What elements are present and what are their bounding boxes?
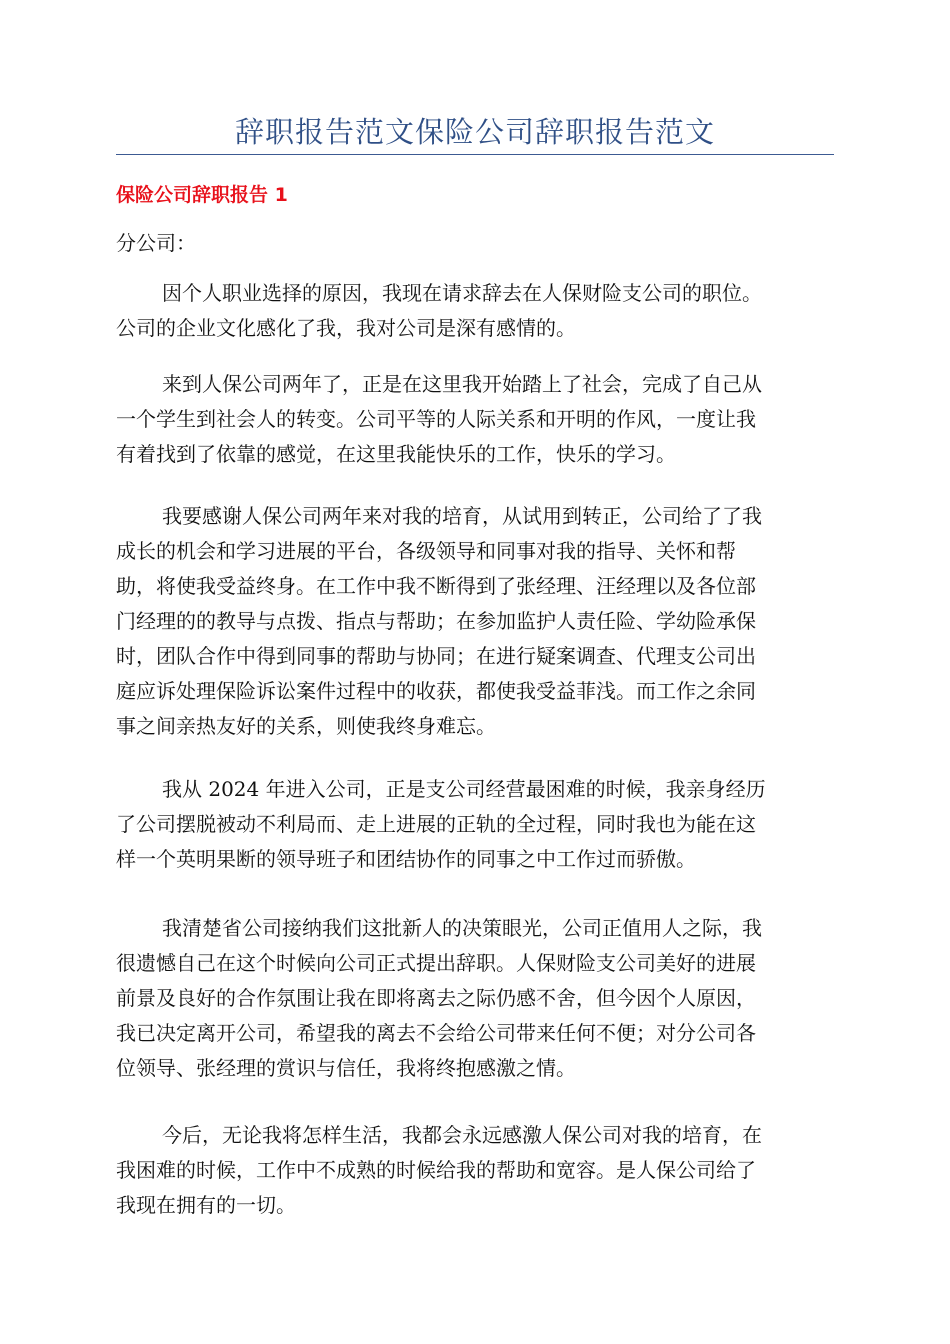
paragraph-line: 事之间亲热友好的关系，则使我终身难忘。 [116, 714, 496, 738]
paragraph-6 [116, 1118, 836, 1223]
paragraph-line: 我现在拥有的一切。 [116, 1193, 296, 1217]
paragraph-1 [116, 276, 836, 346]
paragraph-line: 我已决定离开公司，希望我的离去不会给公司带来任何不便；对分公司各 [116, 1021, 756, 1045]
paragraph-line: 今后，无论我将怎样生活，我都会永远感激人保公司对我的培育，在 [162, 1123, 762, 1147]
paragraph-line: 有着找到了依靠的感觉，在这里我能快乐的工作，快乐的学习。 [116, 442, 676, 466]
paragraph-line: 样一个英明果断的领导班子和团结协作的同事之中工作过而骄傲。 [116, 847, 696, 871]
paragraph-line: 成长的机会和学习进展的平台，各级领导和同事对我的指导、关怀和帮 [116, 539, 736, 563]
paragraph-line: 公司的企业文化感化了我，我对公司是深有感情的。 [116, 316, 576, 340]
title-underline [116, 154, 834, 155]
document-title: 辞职报告范文保险公司辞职报告范文 [234, 115, 715, 149]
paragraph-line: 了公司摆脱被动不利局而、走上进展的正轨的全过程，同时我也为能在这 [116, 812, 756, 836]
paragraph-line: 门经理的的教导与点拨、指点与帮助；在参加监护人责任险、学幼险承保 [116, 609, 756, 633]
paragraph-line: 很遗憾自己在这个时候向公司正式提出辞职。人保财险支公司美好的进展 [116, 951, 756, 975]
paragraph-line: 前景及良好的合作氛围让我在即将离去之际仍感不舍，但今因个人原因， [116, 986, 756, 1010]
section-heading: 保险公司辞职报告 1 [116, 184, 288, 206]
paragraph-line: 我要感谢人保公司两年来对我的培育，从试用到转正，公司给了了我 [162, 504, 762, 528]
paragraph-line: 庭应诉处理保险诉讼案件过程中的收获，都使我受益菲浅。而工作之余同 [116, 679, 756, 703]
paragraph-line: 一个学生到社会人的转变。公司平等的人际关系和开明的作风，一度让我 [116, 407, 756, 431]
paragraph-3 [116, 499, 836, 744]
paragraph-line: 时，团队合作中得到同事的帮助与协同；在进行疑案调查、代理支公司出 [116, 644, 756, 668]
paragraph-line: 我清楚省公司接纳我们这批新人的决策眼光，公司正值用人之际，我 [162, 916, 762, 940]
paragraph-line: 因个人职业选择的原因，我现在请求辞去在人保财险支公司的职位。 [162, 281, 762, 305]
paragraph-line: 位领导、张经理的赏识与信任，我将终抱感激之情。 [116, 1056, 576, 1080]
salutation: 分公司： [116, 231, 196, 255]
paragraph-4 [116, 772, 836, 877]
paragraph-5 [116, 911, 836, 1086]
paragraph-line: 助，将使我受益终身。在工作中我不断得到了张经理、汪经理以及各位部 [116, 574, 756, 598]
paragraph-line: 来到人保公司两年了，正是在这里我开始踏上了社会，完成了自己从 [162, 372, 762, 396]
paragraph-line: 我从 2024 年进入公司，正是支公司经营最困难的时候，我亲身经历 [162, 777, 766, 801]
paragraph-line: 我困难的时候，工作中不成熟的时候给我的帮助和宽容。是人保公司给了 [116, 1158, 756, 1182]
paragraph-2 [116, 367, 836, 472]
